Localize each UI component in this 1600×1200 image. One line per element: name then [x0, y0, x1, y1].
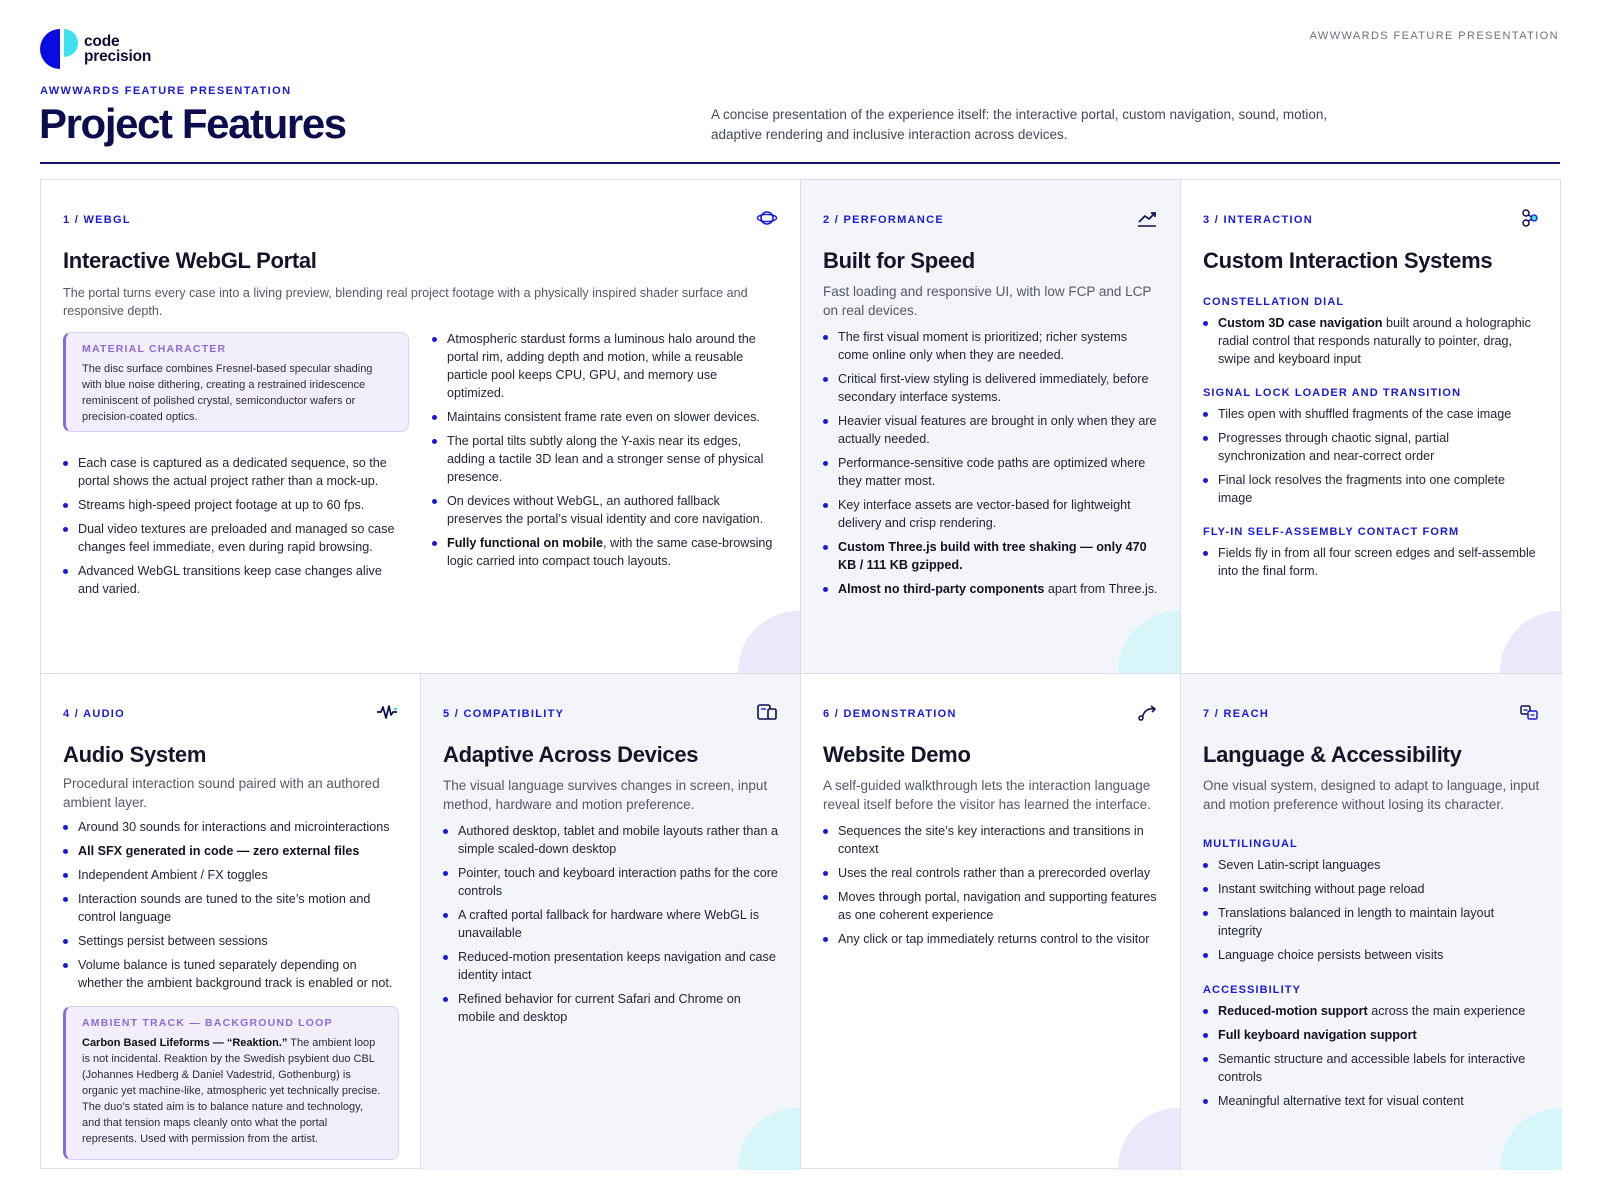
top-right-label: AWWWARDS FEATURE PRESENTATION — [1309, 30, 1559, 42]
list-item: Streams high-speed project footage at up to 60 fps. — [63, 496, 403, 514]
list-item: The first visual moment is prioritized; richer systems come online only when they are needed. — [823, 328, 1159, 364]
webgl-list-left — [63, 454, 403, 604]
corner-decoration — [738, 1108, 801, 1170]
brand-line-1: code — [84, 33, 120, 50]
list-item: Uses the real controls rather than a prerecorded overlay — [823, 864, 1159, 882]
page-title: Project Features — [39, 100, 346, 147]
list-item: Authored desktop, tablet and mobile layouts rather than a simple scaled-down desktop — [443, 822, 779, 858]
list-item: Seven Latin-script languages — [1203, 856, 1539, 874]
devices-icon — [756, 701, 778, 723]
brand-wordmark — [84, 34, 151, 64]
brand-line-2: precision — [84, 48, 152, 65]
note-body: The disc surface combines Fresnel-based specular shading with blue noise dithering, creating a restrained iridescence reminiscent of polished crystal, semiconductor wafers or precision-coated optics. — [82, 363, 373, 423]
subheading: CONSTELLATION DIAL — [1203, 296, 1345, 308]
card-title: Website Demo — [823, 742, 971, 767]
list-item: Settings persist between sessions — [63, 932, 399, 950]
list-item — [1203, 314, 1539, 368]
list-item: The portal tilts subtly along the Y-axis near its edges, adding a tactile 3D lean and a stronger sense of physical presence. — [432, 432, 778, 486]
list-item: Meaningful alternative text for visual content — [1203, 1092, 1539, 1110]
card-performance — [801, 180, 1181, 674]
list-item: Advanced WebGL transitions keep case changes alive and varied. — [63, 562, 403, 598]
list-item: A crafted portal fallback for hardware where WebGL is unavailable — [443, 906, 779, 942]
card-kicker: 1 / WEBGL — [63, 214, 131, 226]
note-heading: AMBIENT TRACK — BACKGROUND LOOP — [82, 1017, 333, 1029]
list-item: Sequences the site’s key interactions and transitions in context — [823, 822, 1159, 858]
note-text: The ambient loop is not incidental. Reaktion by the Swedish psybient duo CBL (Johannes Hedberg & Daniel Vadestrid, Gothenburg) is organic yet machine-like, atmospheric yet technically precise. The duo’s stated aim is to balance nature and technology, and that tension maps cleanly onto what the portal represents. Used with permission from the artist. — [82, 1037, 381, 1145]
list-item: Around 30 sounds for interactions and microinteractions — [63, 818, 399, 836]
emphasis: Custom Three.js build with tree shaking — only 470 KB / 111 KB gzipped. — [838, 540, 1147, 572]
list-item-text: , with the same case-browsing logic carried into compact touch layouts. — [447, 536, 773, 568]
list-item: Semantic structure and accessible labels for interactive controls — [1203, 1050, 1539, 1086]
card-webgl — [41, 180, 801, 674]
card-demonstration — [801, 674, 1181, 1170]
list-item — [63, 842, 399, 860]
list-item: Tiles open with shuffled fragments of the case image — [1203, 405, 1539, 423]
list-item-text: built around a holographic radial control that responds naturally to pointer, drag, swipe and keyboard input — [1218, 316, 1531, 366]
compatibility-list — [443, 822, 779, 1032]
list-item: Critical first-view styling is delivered immediately, before secondary interface systems. — [823, 370, 1159, 406]
list-item — [823, 538, 1159, 574]
path-arrow-icon — [1136, 701, 1158, 723]
subheading: SIGNAL LOCK LOADER AND TRANSITION — [1203, 387, 1462, 399]
list-item-text: across the main experience — [1367, 1004, 1526, 1018]
audio-list — [63, 818, 399, 998]
card-kicker: 6 / DEMONSTRATION — [823, 708, 957, 720]
list-item: Translations balanced in length to maintain layout integrity — [1203, 904, 1539, 940]
list-item: Key interface assets are vector-based for lightweight delivery and crisp rendering. — [823, 496, 1159, 532]
card-lead: A self-guided walkthrough lets the interaction language reveal itself before the visitor has learned the interface. — [823, 778, 1151, 812]
list-item: Reduced-motion presentation keeps navigation and case identity intact — [443, 948, 779, 984]
list-item: Moves through portal, navigation and supporting features as one coherent experience — [823, 888, 1159, 924]
list-item: Final lock resolves the fragments into one complete image — [1203, 471, 1539, 507]
trend-up-icon — [1136, 207, 1158, 229]
list-item: Interaction sounds are tuned to the site’s motion and control language — [63, 890, 399, 926]
translate-icon — [1518, 701, 1540, 723]
card-title: Adaptive Across Devices — [443, 742, 699, 767]
list-item: Volume balance is tuned separately depending on whether the ambient background track is enabled or not. — [63, 956, 399, 992]
emphasis: Full keyboard navigation support — [1218, 1028, 1417, 1042]
corner-decoration — [1500, 611, 1562, 674]
emphasis: Almost no third-party components — [838, 582, 1045, 596]
card-title: Interactive WebGL Portal — [63, 248, 317, 273]
list-item: On devices without WebGL, an authored fallback preserves the portal’s visual identity and core navigation. — [432, 492, 778, 528]
list-item — [823, 580, 1159, 598]
card-reach — [1181, 674, 1562, 1170]
signal-lock-list — [1203, 405, 1539, 513]
list-item: Each case is captured as a dedicated sequence, so the portal shows the actual project rather than a mock-up. — [63, 454, 403, 490]
card-lead: The visual language survives changes in screen, input method, hardware and motion preference. — [443, 778, 768, 812]
performance-list — [823, 328, 1159, 604]
list-item: Language choice persists between visits — [1203, 946, 1539, 964]
card-title: Custom Interaction Systems — [1203, 248, 1493, 273]
corner-decoration — [1500, 1108, 1562, 1170]
list-item-text: apart from Three.js. — [1044, 582, 1158, 596]
constellation-list — [1203, 314, 1539, 374]
card-kicker: 2 / PERFORMANCE — [823, 214, 944, 226]
contact-form-list — [1203, 544, 1539, 586]
card-lead: One visual system, designed to adapt to language, input and motion preference without losing its character. — [1203, 778, 1540, 812]
webgl-list-right — [432, 330, 778, 576]
card-lead: Fast loading and responsive UI, with low FCP and LCP on real devices. — [823, 284, 1152, 318]
list-item: Instant switching without page reload — [1203, 880, 1539, 898]
list-item: Refined behavior for current Safari and Chrome on mobile and desktop — [443, 990, 779, 1026]
card-title: Language & Accessibility — [1203, 742, 1462, 767]
nodes-icon — [1518, 207, 1540, 229]
corner-decoration — [1118, 611, 1181, 674]
card-kicker: 5 / COMPATIBILITY — [443, 708, 565, 720]
emphasis: Fully functional on mobile — [447, 536, 604, 550]
note-body — [82, 1035, 384, 1147]
ambient-track-note — [63, 1006, 399, 1160]
card-title: Built for Speed — [823, 248, 975, 273]
demonstration-list — [823, 822, 1159, 954]
subheading: FLY-IN SELF-ASSEMBLY CONTACT FORM — [1203, 526, 1460, 538]
card-kicker: 4 / AUDIO — [63, 708, 126, 720]
accessibility-list — [1203, 1002, 1539, 1116]
header-divider — [40, 162, 1560, 164]
card-compatibility — [421, 674, 801, 1170]
list-item — [1203, 1002, 1539, 1020]
card-kicker: 7 / REACH — [1203, 708, 1270, 720]
emphasis: Carbon Based Lifeforms — “Reaktion.” — [82, 1037, 288, 1049]
waveform-icon — [376, 701, 398, 723]
list-item: Progresses through chaotic signal, partial synchronization and near-correct order — [1203, 429, 1539, 465]
multilingual-list — [1203, 856, 1539, 970]
features-grid — [40, 179, 1561, 1169]
orbit-icon — [756, 207, 778, 229]
list-item: Performance-sensitive code paths are optimized where they matter most. — [823, 454, 1159, 490]
brand-logo[interactable] — [40, 29, 151, 69]
subheading: MULTILINGUAL — [1203, 838, 1298, 850]
card-interaction — [1181, 180, 1562, 674]
list-item: Heavier visual features are brought in only when they are actually needed. — [823, 412, 1159, 448]
list-item: Maintains consistent frame rate even on slower devices. — [432, 408, 778, 426]
emphasis: All SFX generated in code — zero external files — [78, 844, 360, 858]
note-heading: MATERIAL CHARACTER — [82, 343, 227, 355]
emphasis: Custom 3D case navigation — [1218, 316, 1383, 330]
card-lead: Procedural interaction sound paired with an authored ambient layer. — [63, 776, 380, 810]
corner-decoration — [1118, 1108, 1181, 1170]
material-character-note — [63, 332, 409, 432]
list-item — [432, 534, 778, 570]
corner-decoration — [738, 611, 801, 674]
list-item: Fields fly in from all four screen edges and self-assemble into the final form. — [1203, 544, 1539, 580]
list-item: Independent Ambient / FX toggles — [63, 866, 399, 884]
card-title: Audio System — [63, 742, 207, 767]
list-item: Dual video textures are preloaded and managed so case changes feel immediate, even during rapid browsing. — [63, 520, 403, 556]
emphasis: Reduced-motion support — [1218, 1004, 1368, 1018]
page-eyebrow: AWWWARDS FEATURE PRESENTATION — [40, 85, 292, 97]
card-lead: The portal turns every case into a living preview, blending real project footage with a physically inspired shader surface and responsive depth. — [63, 286, 748, 318]
list-item: Any click or tap immediately returns control to the visitor — [823, 930, 1159, 948]
subheading: ACCESSIBILITY — [1203, 984, 1302, 996]
list-item: Atmospheric stardust forms a luminous halo around the portal rim, adding depth and motion, while a reusable particle pool keeps CPU, GPU, and memory use optimized. — [432, 330, 778, 402]
list-item — [1203, 1026, 1539, 1044]
page-intro: A concise presentation of the experience itself: the interactive portal, custom navigation, sound, motion, adaptive rendering and inclusive interaction across devices. — [711, 107, 1328, 142]
card-audio — [41, 674, 421, 1170]
logo-mark-icon — [40, 29, 78, 69]
card-kicker: 3 / INTERACTION — [1203, 214, 1313, 226]
list-item: Pointer, touch and keyboard interaction paths for the core controls — [443, 864, 779, 900]
